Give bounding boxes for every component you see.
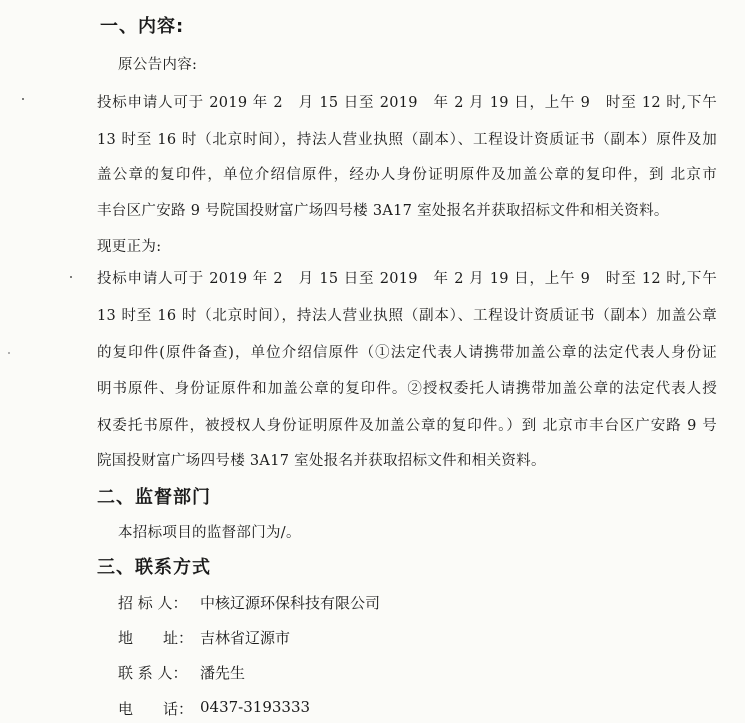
phone-label: 电 话： — [118, 700, 194, 718]
correction-label: 现更正为: — [97, 239, 162, 255]
tenderer-label: 招 标 人： — [118, 594, 188, 612]
corrected-text-line-6: 院国投财富广场四号楼 3A17 室处报名并获取招标文件和相关资料。 — [97, 453, 546, 469]
scan-speck — [70, 276, 72, 278]
phone-value: 0437-3193333 — [200, 698, 311, 716]
corrected-text-line-1: 投标申请人可于 2019 年 2 月 15 日至 2019 年 2 月 19 日，上午 9 时至 12 时,下午 — [97, 271, 717, 287]
corrected-text-line-4: 明书原件、身份证原件和加盖公章的复印件。②授权委托人请携带加盖公章的法定代表人授 — [97, 381, 717, 397]
original-text-line-4: 丰台区广安路 9 号院国投财富广场四号楼 3A17 室处报名并获取招标文件和相关资料。 — [97, 203, 669, 219]
address-label: 地 址： — [118, 629, 194, 647]
contact-person-label: 联 系 人： — [118, 664, 188, 682]
corrected-text-line-3: 的复印件(原件备查)，单位介绍信原件（①法定代表人请携带加盖公章的法定代表人身份证 — [97, 345, 717, 361]
section-3-heading: 三、联系方式 — [97, 557, 211, 578]
scan-speck — [8, 352, 10, 354]
address-value: 吉林省辽源市 — [200, 629, 291, 647]
original-notice-label: 原公告内容: — [118, 57, 198, 73]
original-text-line-3: 盖公章的复印件，单位介绍信原件，经办人身份证明原件及加盖公章的复印件，到 北京市 — [97, 167, 717, 183]
supervision-text: 本招标项目的监督部门为/。 — [118, 525, 301, 541]
contact-person-value: 潘先生 — [200, 664, 246, 682]
original-text-line-2: 13 时至 16 时（北京时间），持法人营业执照（副本）、工程设计资质证书（副本）原件及加 — [97, 132, 717, 148]
original-text-line-1: 投标申请人可于 2019 年 2 月 15 日至 2019 年 2 月 19 日，上午 9 时至 12 时,下午 — [97, 95, 717, 111]
section-1-heading: 一、内容: — [100, 16, 185, 37]
scan-speck — [22, 98, 24, 100]
section-2-heading: 二、监督部门 — [97, 487, 211, 508]
corrected-text-line-2: 13 时至 16 时（北京时间），持法人营业执照（副本）、工程设计资质证书（副本）加盖公章 — [97, 308, 717, 324]
tenderer-value: 中核辽源环保科技有限公司 — [200, 594, 381, 612]
corrected-text-line-5: 权委托书原件，被授权人身份证明原件及加盖公章的复印件。）到 北京市丰台区广安路 9 号 — [97, 418, 717, 434]
